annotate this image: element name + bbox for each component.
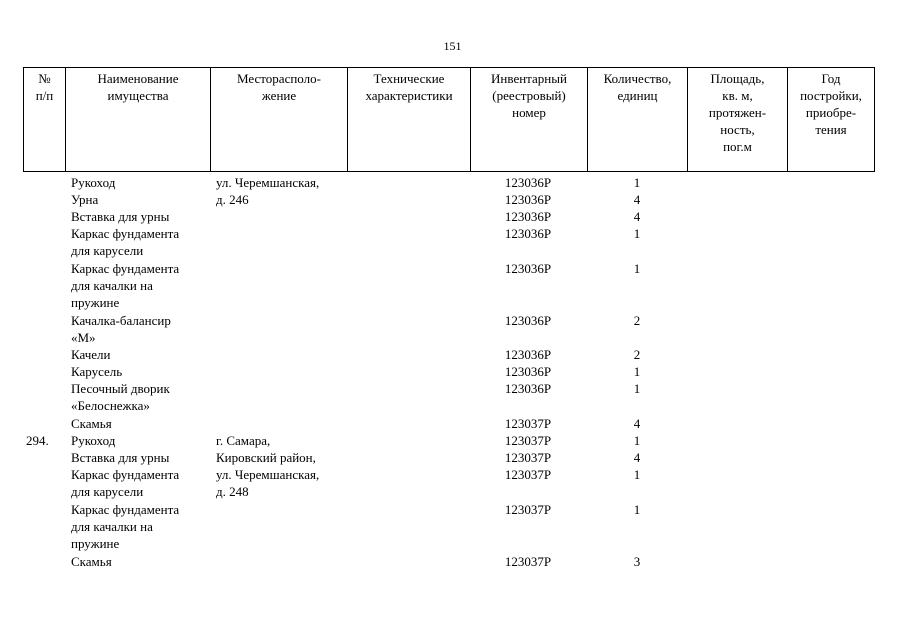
table-row-quantity: 4 (633, 416, 641, 431)
table-row-name: Песочный дворик «Белоснежка» (71, 381, 170, 413)
table-row-inventory: 123036Р (504, 347, 552, 362)
table-row-quantity: 1 (633, 467, 641, 482)
table-row-inventory: 123036Р (504, 261, 552, 276)
table-row-quantity: 2 (633, 313, 641, 328)
table-row-inventory: 123037Р (504, 467, 552, 482)
table-row-name: Урна (71, 192, 99, 207)
table-row-inventory: 123036Р (504, 364, 552, 379)
table-row-name: Скамья (71, 416, 112, 431)
table-row-quantity: 1 (633, 175, 641, 190)
table-row-name: Вставка для урны (71, 209, 170, 224)
table-row-location: г. Самара, Кировский район, ул. Черемшанская, д. 248 (216, 433, 320, 499)
table-row-number: 294. (26, 433, 49, 448)
table-row-quantity: 1 (633, 502, 641, 517)
table-row-name: Качалка-балансир «М» (71, 313, 171, 345)
table-row-quantity: 1 (633, 364, 641, 379)
table-row-name: Каркас фундамента для карусели (71, 226, 180, 258)
header-location: Месторасполо- жение (210, 68, 347, 171)
table-row-quantity: 1 (633, 261, 641, 276)
table-row-location: ул. Черемшанская, д. 246 (216, 175, 320, 207)
table-row-name: Каркас фундамента для карусели (71, 467, 180, 499)
table-row-inventory: 123036Р (504, 381, 552, 396)
header-quantity: Количество, единиц (587, 68, 687, 171)
table-row-quantity: 1 (633, 433, 641, 448)
table-row-name: Рукоход (71, 433, 116, 448)
page-number: 151 (443, 39, 462, 53)
table-row-inventory: 123037Р (504, 554, 552, 569)
table-row-inventory: 123036Р (504, 175, 552, 190)
table-row-name: Каркас фундамента для качалки на пружине (71, 261, 180, 310)
table-row-name: Вставка для урны (71, 450, 170, 465)
header-name: Наименование имущества (65, 68, 210, 171)
table-row-quantity: 3 (633, 554, 641, 569)
table-row-quantity: 1 (633, 226, 641, 241)
table-row-inventory: 123036Р (504, 192, 552, 207)
table-row-inventory: 123037Р (504, 450, 552, 465)
header-inventory: Инвентарный (реестровый) номер (470, 68, 587, 171)
table-row-name: Карусель (71, 364, 123, 379)
table-row-quantity: 2 (633, 347, 641, 362)
table-row-quantity: 1 (633, 381, 641, 396)
table-header (23, 67, 875, 172)
table-row-inventory: 123037Р (504, 502, 552, 517)
header-number: № п/п (35, 71, 54, 103)
table-row-name: Каркас фундамента для качалки на пружине (71, 502, 180, 551)
table-row-name: Рукоход (71, 175, 116, 190)
table-row-inventory: 123037Р (504, 416, 552, 431)
table-row-quantity: 4 (633, 209, 641, 224)
header-technical: Технические характеристики (347, 68, 470, 171)
header-year: Год постройки, приобре- тения (787, 68, 874, 171)
table-row-inventory: 123036Р (504, 226, 552, 241)
table-row-inventory: 123036Р (504, 209, 552, 224)
table-row-quantity: 4 (633, 192, 641, 207)
table-row-inventory: 123036Р (504, 313, 552, 328)
table-row-name: Скамья (71, 554, 112, 569)
table-row-inventory: 123037Р (504, 433, 552, 448)
table-row-quantity: 4 (633, 450, 641, 465)
table-row-name: Качели (71, 347, 111, 362)
header-area: Площадь, кв. м, протяжен- ность, пог.м (687, 68, 787, 171)
